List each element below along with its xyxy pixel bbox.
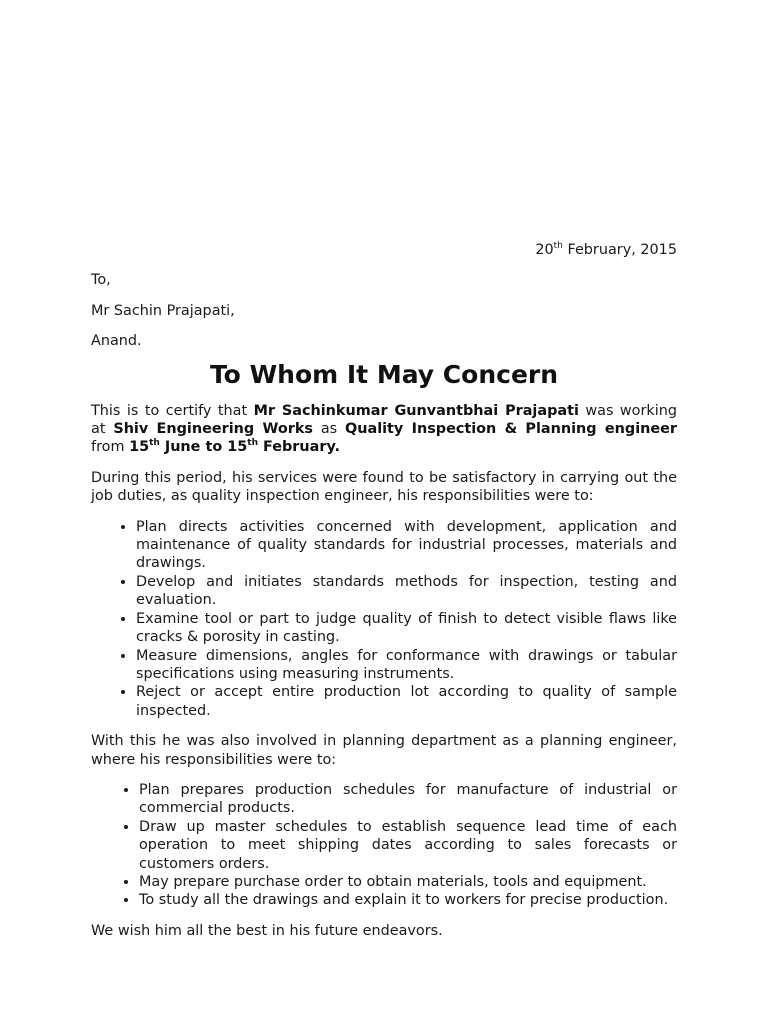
list-item: • Examine tool or part to judge quality of finish to detect visible flaws like cracks & porosity in casting. [136, 610, 677, 647]
employment-period [129, 439, 340, 455]
cert-text-1: This is to certify that [91, 402, 254, 419]
to-line: To, [91, 272, 111, 289]
from-month: June to 15 [159, 439, 248, 456]
letter-body [91, 241, 677, 940]
closing-paragraph: We wish him all the best in his future endeavors. [91, 922, 443, 939]
cert-text-2: was working at [91, 402, 677, 438]
certification-paragraph [91, 402, 677, 457]
quality-duties-list [91, 518, 677, 720]
letter-title: To Whom It May Concern [209, 359, 559, 389]
letter-date [91, 241, 677, 259]
job-role: Quality Inspection & Planning engineer [345, 421, 677, 438]
from-suffix: th [149, 438, 160, 449]
date-rest: February, 2015 [562, 242, 677, 258]
list-item: • Reject or accept entire production lot according to quality of sample inspected. [136, 683, 677, 720]
date-day: 20 [535, 242, 554, 258]
list-item: • Draw up master schedules to establish sequence lead time of each operation to meet shipping dates according to sales forecasts or customers orders. [139, 818, 677, 873]
company-name: Shiv Engineering Works [113, 421, 313, 438]
recipient-name: Mr Sachin Prajapati, [91, 302, 235, 319]
recipient-city: Anand. [91, 333, 142, 350]
cert-text-3: as [312, 421, 345, 438]
to-month: February. [257, 439, 340, 456]
cert-text-4: from [91, 439, 130, 456]
period-paragraph: During this period, his services were found to be satisfactory in carrying out the job duties, as quality inspection engineer, his responsibilities were to: [91, 469, 677, 505]
list-item: • Plan directs activities concerned with development, application and maintenance of quality standards for industrial processes, materials and drawings. [136, 518, 677, 573]
list-item: • To study all the drawings and explain it to workers for precise production. [139, 891, 677, 909]
list-item: • Measure dimensions, angles for conformance with drawings or tabular specifications using measuring instruments. [136, 647, 677, 684]
list-item: • May prepare purchase order to obtain materials, tools and equipment. [139, 873, 677, 891]
planning-duties-list [91, 781, 677, 910]
to-suffix: th [247, 438, 258, 449]
list-item: • Plan prepares production schedules for manufacture of industrial or commercial products. [139, 781, 677, 818]
list-item: • Develop and initiates standards methods for inspection, testing and evaluation. [136, 573, 677, 610]
date-suffix: th [553, 241, 563, 251]
from-day: 15 [129, 439, 150, 456]
employee-name: Mr Sachinkumar Gunvantbhai Prajapati [253, 402, 579, 419]
planning-paragraph: With this he was also involved in planning department as a planning engineer, where his responsibilities were to: [91, 733, 677, 768]
